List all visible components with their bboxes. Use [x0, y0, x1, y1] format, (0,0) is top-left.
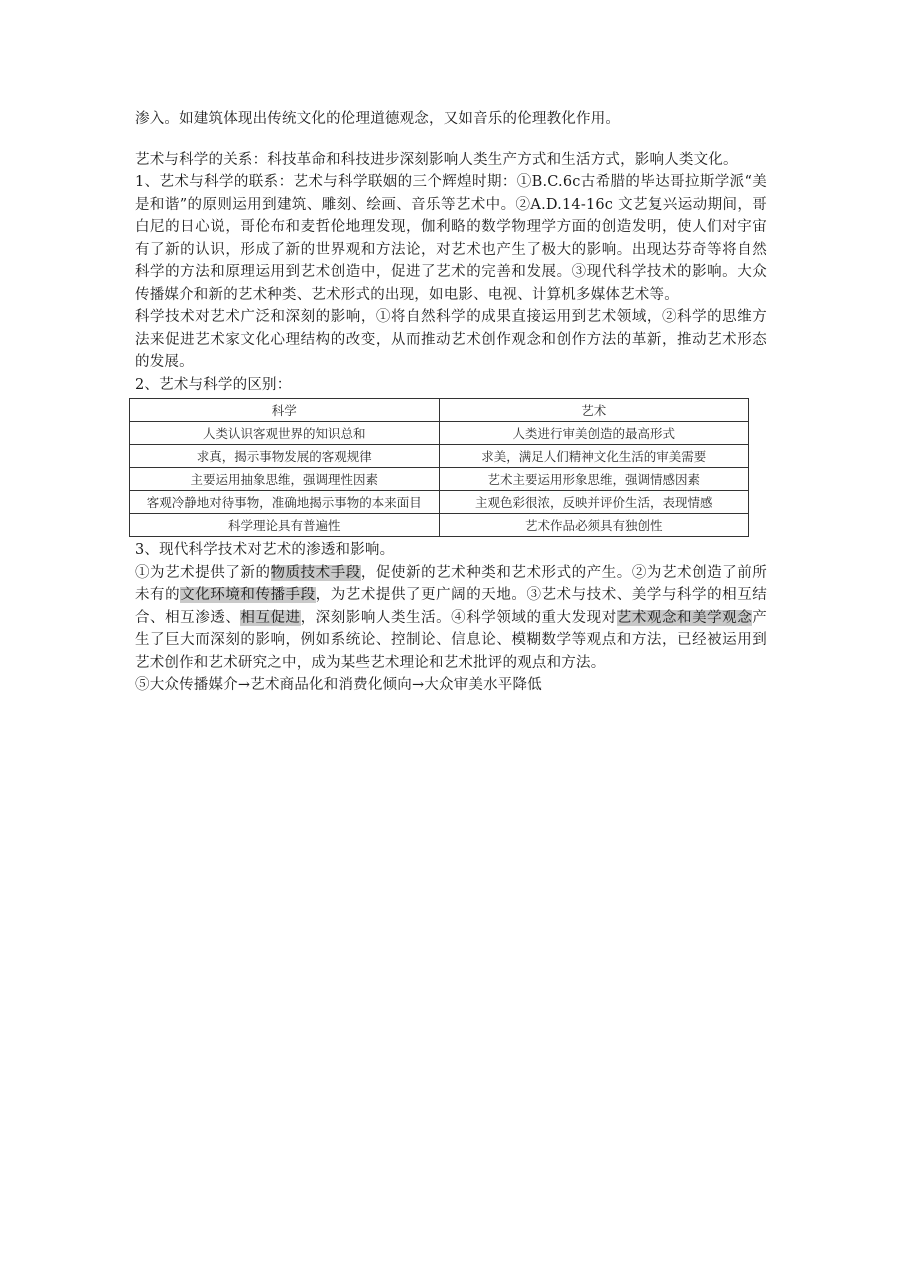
table-row [130, 491, 749, 514]
table-header-art: 艺术 [439, 399, 749, 422]
table-cell-art: 艺术主要运用形象思维，强调情感因素 [439, 468, 749, 491]
relation-paragraph: 艺术与科学的关系：科技革命和科技进步深刻影响人类生产方式和生活方式，影响人类文化。 [135, 151, 738, 168]
last-paragraph: ⑤大众传播媒介→艺术商品化和消费化倾向→大众审美水平降低 [135, 677, 542, 693]
section3-text: ，促使新的艺术种类和艺术形式的产生。②为艺术创造了前所未有的 [135, 564, 767, 603]
paragraph-gap [135, 131, 767, 149]
influence-paragraph: 科学技术对艺术广泛和深刻的影响，①将自然科学的成果直接运用到艺术领域，②科学的思维方法来促进艺术家文化心理结构的改变，从而推动艺术创作观念和创作方法的革新，推动艺术形态的发展。 [135, 309, 767, 370]
table-cell-art: 主观色彩很浓，反映并评价生活，表现情感 [439, 491, 749, 514]
section3-text: 产生了巨大而深刻的影响，例如系统论、控制论、信息论、模糊数学等观点和方法，已经被运用到艺术创作和艺术研究之中，成为某些艺术理论和艺术批评的观点和方法。 [135, 609, 767, 671]
table-header-row [130, 399, 749, 422]
table-cell-science: 客观冷静地对待事物，准确地揭示事物的本来面目 [130, 491, 440, 514]
section3-text: ①为艺术提供了新的 [135, 564, 271, 581]
table-cell-art: 求美，满足人们精神文化生活的审美需要 [439, 445, 749, 468]
section2-title: 2、艺术与科学的区别： [135, 376, 292, 393]
section3-paragraph [135, 562, 767, 675]
comparison-table [129, 398, 749, 537]
table-cell-science: 科学理论具有普遍性 [130, 514, 440, 537]
table-header-science: 科学 [130, 399, 440, 422]
highlight-material-tech: 物质技术手段 [270, 564, 361, 581]
document-page [135, 108, 767, 697]
highlight-art-concepts: 艺术观念和美学观念 [616, 609, 753, 626]
table-row [130, 514, 749, 537]
table-cell-science: 人类认识客观世界的知识总和 [130, 422, 440, 445]
section3-text: ，为艺术提供了更广阔的天地。③艺术与技术、美学与科学的相互结合、相互渗透、 [135, 587, 767, 626]
intro-paragraph: 渗入。如建筑体现出传统文化的伦理道德观念，又如音乐的伦理教化作用。 [135, 111, 621, 127]
table-cell-art: 艺术作品必须具有独创性 [439, 514, 749, 537]
section1-paragraph: 1、艺术与科学的联系：艺术与科学联姻的三个辉煌时期：①B.C.6c古希腊的毕达哥拉斯学派“美是和谐”的原则运用到建筑、雕刻、绘画、音乐等艺术中。②A.D.14-16c 文艺复兴运动期间，哥白尼的日心说，哥伦布和麦哲伦地理发现，伽利略的数学物理学方面的创造发明，使人们对宇宙有了新的认识，形成了新的世界观和方法论，对艺术也产生了极大的影响。出现达芬奇等将自然科学的方法和原理运用到艺术创造中，促进了艺术的完善和发展。③现代科学技术的影响。大众传播媒介和新的艺术种类、艺术形式的出现，如电影、电视、计算机多媒体艺术等。 [135, 174, 767, 303]
table-row [130, 445, 749, 468]
table-row [130, 468, 749, 491]
table-cell-science: 主要运用抽象思维，强调理性因素 [130, 468, 440, 491]
section3-title: 3、现代科学技术对艺术的渗透和影响。 [135, 542, 395, 558]
highlight-mutual-promotion: 相互促进 [240, 609, 301, 626]
table-cell-art: 人类进行审美创造的最高形式 [439, 422, 749, 445]
table-row [130, 422, 749, 445]
section3-text: ，深刻影响人类生活。④科学领域的重大发现对 [300, 609, 617, 626]
highlight-culture-env: 文化环境和传播手段 [180, 587, 316, 603]
table-cell-science: 求真，揭示事物发展的客观规律 [130, 445, 440, 468]
